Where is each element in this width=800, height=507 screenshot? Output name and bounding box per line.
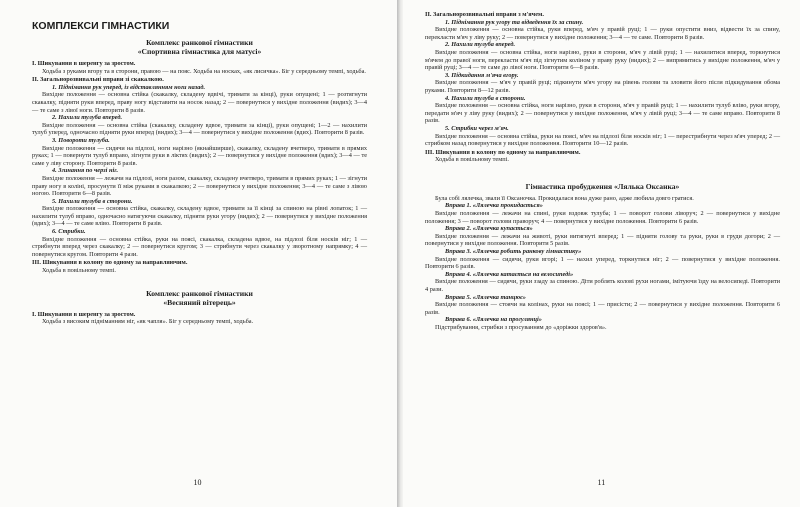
paragraph: Вихідне положення — основна стійка, ноги нарізно, руки в сторони, м'яч у лівій руці; 1 — нахилитися вперед, торкнутися м'ячем до правої ноги, перекласти м'яч під зігнутим коліном у праву руку (видих); 2 — випрямитись у вихідне положення, м'яч у правій руці; 3—4 — те саме до лівої ноги. Повторити 6—8 разів. [425,48,780,72]
complex-subtitle: «Спортивна гімнастика для матусі» [137,47,262,56]
paragraph: Підстрибування, стрибки з просуванням до «доріжки здоров'я». [435,323,607,331]
exercise-title: 3. Повороти тулуба. [52,136,110,144]
page-number: 11 [597,478,606,487]
exercise-title: 4. Згинання по черзі ніг. [52,167,119,175]
intro-paragraph: Була собі лялечка, звали її Оксаночка. Прокидалася вона дуже рано, адже любила довго гратися. [435,194,694,202]
exercise-title: 2. Нахили тулуба вперед. [445,41,516,49]
paragraph: Вихідне положення — основна стійка, ноги нарізно, руки в сторони, м'яч у правій руці; 1 — нахилити тулуб вліво, руки вгору, передати м'яч у ліву руку (видих); 2 — повернутися у вихідне положення, м'яч у лівій руці; 3—4 — те саме вправо. Повторити 8 разів. [425,102,780,125]
paragraph: Вихідне положення — основна стійка, руки на поясі, м'яч на підлозі біля носків ніг; 1 — перестрибнути через м'яч уперед; 2 — стрибком назад повернутися у вихідне положення. Повторити 10—12 разів. [425,132,780,148]
paragraph: Ходьба в повільному темпі. [435,156,509,164]
right-page [403,0,800,507]
section-heading: II. Загальнорозвивальні вправи зі скакалкою. [32,76,164,84]
exercise-title: 5. Нахили тулуба в сторони. [52,197,133,205]
paragraph: Ходьба в повільному темпі. [42,267,116,275]
paragraph: Вихідне положення — сидячи, руки вгорі; 1 — нахил уперед, торкнутися ніг; 2 — повернутися у вихідне положення. Повторити 6 разів. [425,255,780,271]
exercise-title: Вправа 2. «Лялечка купається» [445,225,533,233]
section-heading: II. Загальнорозвивальні вправи з м'ячем. [425,11,544,18]
section-heading: III. Шикування в колону по одному за направляючим. [425,148,581,156]
page-number: 10 [193,478,202,487]
complex-title: Комплекс ранкової гімнастики [146,288,253,298]
paragraph: Вихідне положення — стоячи на колінах, руки на поясі; 1 — присісти; 2 — повернутися у вихідне положення. Повторити 6 разів. [425,301,780,316]
paragraph: Вихідне положення — лежачи на животі, руки витягнуті вперед; 1 — підняти голову та руки, руки в груди догори; 2 — повернутися у вихідне положення. Повторити 5 разів. [425,232,780,248]
paragraph: Вихідне положення — сидячи на підлозі, ноги нарізно (якнайширше), скакалку, складену вчетверо, тримати в прямих руках; 1 — повернути тулуб вправо, зігнути руки в ліктях (видих); 2 — повернутися у вихідне положення (вдих); 3—4 — те саме у ліву сторону. Повторити 8 разів. [32,144,367,167]
exercise-title: Вправа 6. «Лялечка на прогулянці» [445,316,542,324]
complex-title: Комплекс ранкової гімнастики [146,38,253,47]
paragraph: Вихідне положення — м'яч у правій руці; підкинути м'яч угору на рівень голови та зловити його після підкидування обома руками. Повторити 8—12 разів. [425,79,780,94]
section-heading: I. Шикування в шеренгу за зростом. [32,310,136,318]
paragraph: Вихідне положення — основна стійка, руки вперед, м'яч у правій руці; 1 — руки опустити вниз, відвести їх за спину, перекласти м'яч у ліву руку; 2 — повернутися у вихідне положення; 3—4 — те саме. Повторити 8 разів. [425,26,780,41]
paragraph: Вихідне положення — основна стійка (скакалку, складену вдвічі, тримати за кінці), руки опущені; 1 — розтягнути скакалку, підняти руки вперед, праву ногу відставити на носок назад; 2 — повернутися у вихідне положення (видих); 3—4 — те саме з лівої ноги. Повторити 8 разів. [32,91,367,114]
complex-title: Гімнастика пробудження «Лялька Оксанка» [525,181,680,191]
exercise-title: Вправа 5. «Лялечка танцює» [445,293,526,301]
exercise-title: 3. Підкидання м'яча вгору. [445,71,519,79]
exercise-title: 4. Нахили тулуба в сторони. [445,94,526,102]
paragraph: Ходьба з руками вгору та в сторони, правою — на пояс. Ходьба на носках, «як лисичка». Біг у середньому темпі, ходьба. [42,67,367,75]
paragraph: Вихідне положення — лежачи на спині, руки вздовж тулуба; 1 — поворот голови ліворуч; 2 — повернутися у вихідне положення; 3 — поворот голови праворуч; 4 — повернутися у вихідне положення. Повторити 6 разів. [425,210,780,225]
exercise-title: 5. Стрибки через м'яч. [445,124,509,132]
exercise-title: 1. Піднімання рук уперед, із відставлянням ноги назад. [52,83,206,91]
paragraph: Вихідне положення — сидячи, руки ззаду за спиною. Діти роблять колові рухи ногами, імітуючи їзду на велосипеді. Повторити 4 рази. [425,278,780,293]
exercise-title: 1. Піднімання рук угору та відведення їх за спину. [445,18,584,26]
exercise-title: Вправа 4. «Лялечка катається на велосипеді» [445,270,574,278]
paragraph: Вихідне положення — основна стійка, скакалку, складену вдвое, тримати за її кінці за спиною на рівні лопаток; 1 — нахилити тулуб вправо, одночасно натягуючи скакалку, підняти руки угору (видих); 2 — повернутися у вихідне положення (вдих); 3—4 — те саме вліво. Повторити 8 разів. [32,205,367,228]
section-heading: I. Шикування в шеренгу за зростом. [32,60,136,67]
paragraph: Вихідне положення — лежачи на підлозі, ноги разом, скакалку, складену вчетверо, тримати в прямих руках; 1 — зігнути праву ногу в коліні, просунути її між руками в скакалкою; 2 — повернутися у вихідне положення; 3—4 — те саме з лівою ногою. Повторити 6—8 разів. [32,174,367,198]
paragraph: Ходьба з високим підніманням ніг, «як чапля». Біг у середньому темпі, ходьба. [42,318,254,326]
paragraph: Вихідне положення — основна стійка, руки на поясі, скакалка, складена вдвое, на підлозі біля носків ніг; 1 — стрибнути вперед через скакалку; 2 — повернутися кругом; 3 — стрибнути через скакалку у зворотному напрямку; 4 — повернутися кругом. Повторити 4 рази. [32,235,367,258]
complex-subtitle: «Весняний вітерець» [163,297,236,307]
section-heading: III. Шикування в колону по одному за направляючим. [32,259,188,267]
exercise-title: 2. Нахили тулуба вперед. [52,114,123,122]
exercise-title: Вправа 3. «Лялечка робить ранкову гімнастику» [445,248,582,256]
paragraph: Вихідне положення — основна стійка (скакалку, складену вдвое, тримати за кінці), руки опущені; 1—2 — нахилити тулуб уперед, одночасно підняти руки вперед (видих); 3—4 — повернутися у вихідне положення (вдих). Повторити 8 разів. [32,121,367,137]
page-title: КОМПЛЕКСИ ГІМНАСТИКИ [32,20,170,32]
exercise-title: Вправа 1. «Лялечка прокидається» [445,202,543,210]
left-page [0,0,397,507]
exercise-title: 6. Стрибки. [52,228,86,236]
